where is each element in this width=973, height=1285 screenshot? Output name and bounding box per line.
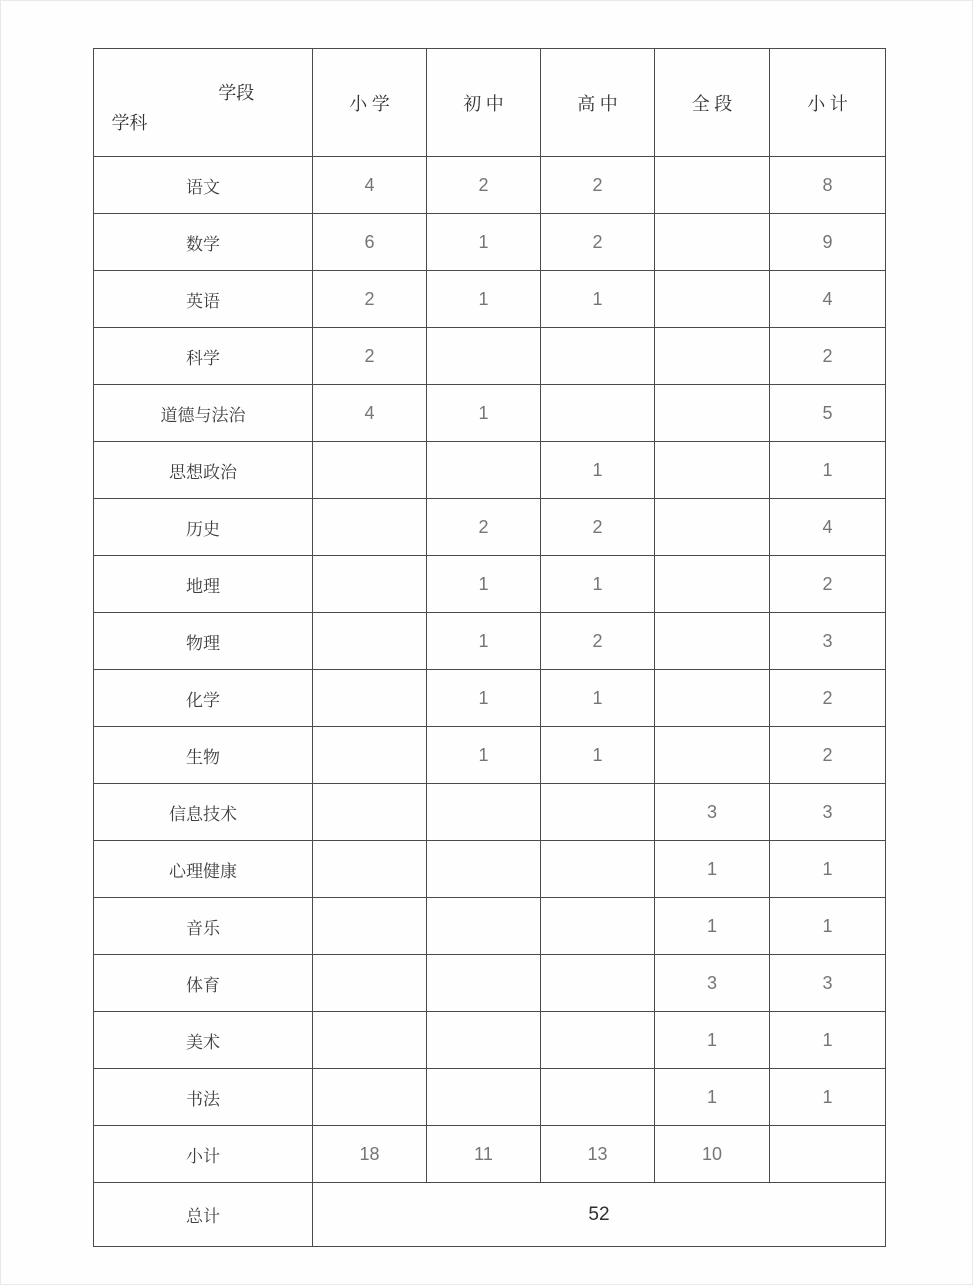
value-cell: 1 xyxy=(541,556,655,613)
value-cell: 3 xyxy=(770,955,886,1012)
table-row xyxy=(94,613,886,670)
table-row xyxy=(94,670,886,727)
subject-stage-table xyxy=(93,48,886,1247)
value-cell: 2 xyxy=(541,499,655,556)
table-row xyxy=(94,499,886,556)
subject-label: 美术 xyxy=(94,1012,313,1069)
value-cell xyxy=(655,328,770,385)
table-row xyxy=(94,157,886,214)
value-cell: 2 xyxy=(541,157,655,214)
column-header-allstage: 全 段 xyxy=(655,49,770,157)
value-cell xyxy=(313,784,427,841)
value-cell: 3 xyxy=(770,784,886,841)
subject-label: 体育 xyxy=(94,955,313,1012)
value-cell xyxy=(313,898,427,955)
value-cell: 2 xyxy=(541,613,655,670)
value-cell: 2 xyxy=(770,670,886,727)
subject-label: 信息技术 xyxy=(94,784,313,841)
value-cell: 1 xyxy=(541,727,655,784)
value-cell: 8 xyxy=(770,157,886,214)
value-cell: 1 xyxy=(427,613,541,670)
corner-stage-label: 学段 xyxy=(218,82,255,103)
subject-label: 化学 xyxy=(94,670,313,727)
corner-subject-label: 学科 xyxy=(111,112,148,133)
header-row xyxy=(94,49,886,157)
value-cell: 4 xyxy=(770,499,886,556)
value-cell xyxy=(427,841,541,898)
value-cell xyxy=(541,1012,655,1069)
value-cell: 1 xyxy=(770,1012,886,1069)
table-row xyxy=(94,442,886,499)
value-cell: 4 xyxy=(313,385,427,442)
value-cell: 2 xyxy=(427,157,541,214)
corner-header-cell xyxy=(94,49,313,157)
value-cell xyxy=(655,556,770,613)
value-cell: 1 xyxy=(427,271,541,328)
value-cell xyxy=(313,727,427,784)
value-cell xyxy=(313,556,427,613)
table-row xyxy=(94,214,886,271)
subject-label: 数学 xyxy=(94,214,313,271)
value-cell: 2 xyxy=(770,556,886,613)
value-cell xyxy=(655,271,770,328)
value-cell xyxy=(427,328,541,385)
value-cell: 1 xyxy=(655,841,770,898)
value-cell xyxy=(313,955,427,1012)
total-label: 总计 xyxy=(94,1183,313,1247)
subject-label: 英语 xyxy=(94,271,313,328)
value-cell xyxy=(427,955,541,1012)
value-cell xyxy=(427,784,541,841)
value-cell: 1 xyxy=(655,898,770,955)
value-cell: 1 xyxy=(541,442,655,499)
value-cell: 2 xyxy=(313,328,427,385)
value-cell: 2 xyxy=(770,727,886,784)
value-cell: 2 xyxy=(427,499,541,556)
value-cell xyxy=(655,214,770,271)
subtotal-cell: 18 xyxy=(313,1126,427,1183)
column-header-senior: 高 中 xyxy=(541,49,655,157)
table-row xyxy=(94,328,886,385)
value-cell: 1 xyxy=(427,556,541,613)
subject-label: 历史 xyxy=(94,499,313,556)
subtotal-cell: 13 xyxy=(541,1126,655,1183)
value-cell xyxy=(655,613,770,670)
column-header-subtotal: 小 计 xyxy=(770,49,886,157)
table-row xyxy=(94,1069,886,1126)
subject-label: 思想政治 xyxy=(94,442,313,499)
value-cell xyxy=(655,670,770,727)
value-cell xyxy=(313,1012,427,1069)
value-cell xyxy=(427,1012,541,1069)
table-row xyxy=(94,556,886,613)
value-cell xyxy=(541,841,655,898)
value-cell: 1 xyxy=(541,271,655,328)
value-cell: 3 xyxy=(655,955,770,1012)
value-cell xyxy=(655,499,770,556)
value-cell: 5 xyxy=(770,385,886,442)
value-cell xyxy=(313,613,427,670)
subject-label: 地理 xyxy=(94,556,313,613)
value-cell: 9 xyxy=(770,214,886,271)
value-cell: 1 xyxy=(427,670,541,727)
value-cell xyxy=(541,1069,655,1126)
value-cell xyxy=(427,1069,541,1126)
value-cell xyxy=(655,385,770,442)
value-cell: 1 xyxy=(770,1069,886,1126)
subtotal-cell xyxy=(770,1126,886,1183)
subject-label: 道德与法治 xyxy=(94,385,313,442)
table-row xyxy=(94,955,886,1012)
value-cell xyxy=(655,442,770,499)
table-row xyxy=(94,898,886,955)
value-cell: 2 xyxy=(770,328,886,385)
value-cell: 3 xyxy=(770,613,886,670)
subtotal-cell: 11 xyxy=(427,1126,541,1183)
subject-label: 科学 xyxy=(94,328,313,385)
subject-label: 物理 xyxy=(94,613,313,670)
value-cell xyxy=(541,385,655,442)
value-cell: 1 xyxy=(770,442,886,499)
value-cell: 1 xyxy=(655,1069,770,1126)
table-row xyxy=(94,385,886,442)
subject-label: 生物 xyxy=(94,727,313,784)
value-cell: 4 xyxy=(770,271,886,328)
subtotal-cell: 10 xyxy=(655,1126,770,1183)
subtotal-row xyxy=(94,1126,886,1183)
value-cell xyxy=(313,499,427,556)
value-cell xyxy=(655,727,770,784)
value-cell xyxy=(427,898,541,955)
value-cell: 1 xyxy=(655,1012,770,1069)
value-cell: 1 xyxy=(427,214,541,271)
column-header-primary: 小 学 xyxy=(313,49,427,157)
table-row xyxy=(94,727,886,784)
value-cell xyxy=(313,841,427,898)
total-row xyxy=(94,1183,886,1247)
value-cell: 2 xyxy=(313,271,427,328)
value-cell xyxy=(541,328,655,385)
subject-label: 心理健康 xyxy=(94,841,313,898)
table-row xyxy=(94,841,886,898)
subject-label: 语文 xyxy=(94,157,313,214)
value-cell: 1 xyxy=(770,898,886,955)
value-cell: 3 xyxy=(655,784,770,841)
value-cell: 4 xyxy=(313,157,427,214)
table-row xyxy=(94,784,886,841)
value-cell xyxy=(541,898,655,955)
table-row xyxy=(94,1012,886,1069)
value-cell xyxy=(541,784,655,841)
subject-label: 书法 xyxy=(94,1069,313,1126)
value-cell: 6 xyxy=(313,214,427,271)
subject-label: 音乐 xyxy=(94,898,313,955)
value-cell: 1 xyxy=(770,841,886,898)
value-cell xyxy=(313,1069,427,1126)
value-cell xyxy=(655,157,770,214)
value-cell xyxy=(427,442,541,499)
value-cell xyxy=(313,442,427,499)
value-cell xyxy=(541,955,655,1012)
column-header-junior: 初 中 xyxy=(427,49,541,157)
value-cell: 2 xyxy=(541,214,655,271)
value-cell: 1 xyxy=(427,385,541,442)
subtotal-label: 小计 xyxy=(94,1126,313,1183)
value-cell xyxy=(313,670,427,727)
value-cell: 1 xyxy=(541,670,655,727)
value-cell: 1 xyxy=(427,727,541,784)
total-value-cell: 52 xyxy=(313,1183,886,1247)
table-row xyxy=(94,271,886,328)
